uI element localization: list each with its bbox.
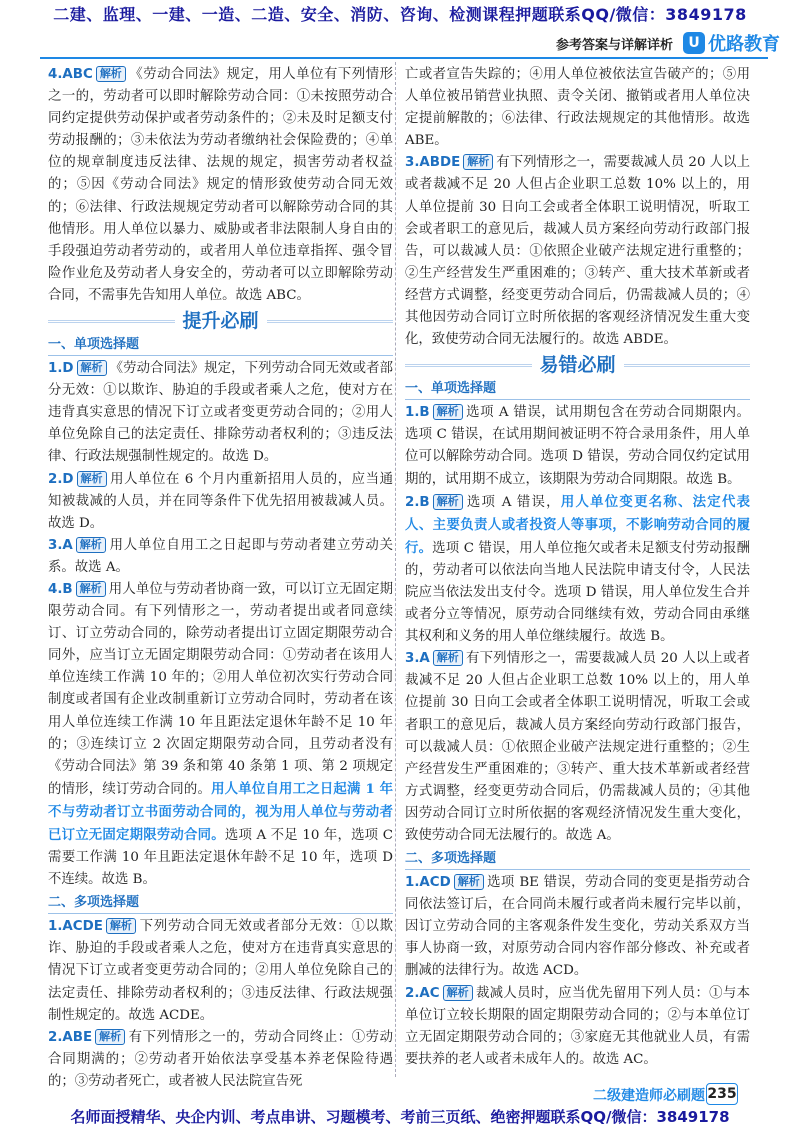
answer-text: 《劳动合同法》规定，用人单位有下列情形之一的，劳动者可以即时解除劳动合同：①未按照劳动合同约定提供劳动保护或者劳动条件的；②未及时足额支付劳动报酬的；③未依法为劳动者缴纳社会保险费的；④单位的规章制度违反法律、法规的规定，损害劳动者权益的；⑤因《劳动合同法》规定的情形致使劳动合同无效的；⑥法律、行政法规规定劳动者可以解除劳动合同的其他情形。用人单位以暴力、威胁或者非法限制人身自由的手段强迫劳动者劳动的，或者用人单位违章指挥、强令冒险作业危及劳动者人身安全的，劳动者可以立即解除劳动合同，不需事先告知用人单位。故选 ABC。 bbox=[48, 67, 393, 303]
analysis-badge: 解析 bbox=[433, 650, 463, 666]
analysis-badge: 解析 bbox=[96, 66, 126, 82]
answer-number: 3.A bbox=[48, 537, 73, 553]
banner-line bbox=[405, 364, 532, 367]
bottom-banner: 名师面授精华、央企内训、考点串讲、习题模考、考前三页纸、绝密押题联系QQ/微信：3849178 bbox=[70, 1108, 730, 1126]
analysis-badge: 解析 bbox=[106, 918, 136, 934]
brand-name: 优路教育 bbox=[708, 34, 780, 55]
answer-number: 2.AC bbox=[405, 985, 440, 1001]
section-banner bbox=[48, 309, 393, 333]
highlighted-text: 用人单位自用工之日起满 1 年不与劳动者订立书面劳动合同的，视为用人单位与劳动者已订立无固定期限劳动合同。 bbox=[48, 780, 394, 843]
answer-item bbox=[405, 983, 750, 1071]
banner-line bbox=[624, 364, 751, 367]
analysis-badge: 解析 bbox=[443, 985, 473, 1001]
answer-item bbox=[48, 469, 393, 535]
answer-text: 选项 A 错误，试用期包含在劳动合同期限内。选项 C 错误，在试用期间被证明不符合录用条件，用人单位可以解除劳动合同。选项 D 错误，劳动合同仅约定试用期的，试用期不成立，该期限为劳动合同期限。故选 B。 bbox=[405, 405, 750, 487]
answer-number: 1.ACD bbox=[405, 875, 451, 891]
answer-number: 4.B bbox=[48, 581, 73, 597]
analysis-badge: 解析 bbox=[463, 154, 493, 170]
answer-item bbox=[405, 152, 750, 351]
analysis-badge: 解析 bbox=[454, 874, 484, 890]
answer-text: 选项 C 错误，用人单位拖欠或者未足额支付劳动报酬的，劳动者可以依法向当地人民法院申请支付令，人民法院应当依法发出支付令。选项 D 错误，用人单位发生合并或者分立等情况，原劳动合同继续有效，劳动合同由承继其权利和义务的用人单位继续履行。故选 B。 bbox=[405, 540, 750, 645]
book-title: 二级建造师必刷题 bbox=[593, 1088, 705, 1104]
brand-icon: U bbox=[683, 32, 705, 54]
answer-text: 有下列情形之一，需要裁减人员 20 人以上或者裁减不足 20 人但占企业职工总数 10% 以上的，用人单位提前 30 日向工会或者全体职工说明情况，听取工会或者职工的意见后，裁减人员方案经向劳动行政部门报告，可以裁减人员：①依照企业破产法规定进行重整的；②生产经营发生严重困难的；③转产、重大技术革新或者经营方式调整，经变更劳动合同后，仍需裁减人员的；④其他因劳动合同订立时所依据的客观经济情况发生重大变化，致使劳动合同无法履行的。故选 A。 bbox=[405, 651, 750, 843]
subsection-title: 二、多项选择题 bbox=[48, 893, 393, 914]
answer-item bbox=[48, 579, 393, 891]
answer-text: 下列劳动合同无效或者部分无效：①以欺诈、胁迫的手段或者乘人之危，使对方在违背真实意思的情况下订立或者变更劳动合同的；②用人单位免除自己的法定责任、排除劳动者权利的；③违反法律、行政法规强制性规定的。故选 ACDE。 bbox=[48, 919, 393, 1023]
answer-number: 4.ABC bbox=[48, 67, 93, 82]
answer-text: 有下列情形之一的，劳动合同终止：①劳动合同期满的；②劳动者开始依法享受基本养老保险待遇的；③劳动者死亡，或者被人民法院宣告死 bbox=[48, 1029, 393, 1089]
answer-text: 用人单位自用工之日起即与劳动者建立劳动关系。故选 A。 bbox=[48, 537, 393, 575]
answer-number: 1.B bbox=[405, 405, 430, 421]
page-subheader bbox=[556, 30, 780, 56]
answer-text: 用人单位与劳动者协商一致，可以订立无固定期限劳动合同。有下列情形之一，劳动者提出或者同意续订、订立劳动合同的，除劳动者提出订立固定期限劳动合同外，应当订立无固定期限劳动合同：①劳动者在该用人单位连续工作满 10 年的；②用人单位初次实行劳动合同制度或者国有企业改制重新订立劳动合同时，劳动者在该用人单位连续工作满 10 年且距法定退休年龄不足 10 年的；③连续订立 2 次固定期限劳动合同，且劳动者没有《劳动合同法》第 39 条和第 40 条第 1 项、第 2 项规定的情形，续订劳动合同的。 bbox=[48, 581, 393, 797]
answer-text: 《劳动合同法》规定，下列劳动合同无效或者部分无效：①以欺诈、胁迫的手段或者乘人之危，使对方在违背真实意思的情况下订立或者变更劳动合同的；②用人单位免除自己的法定责任、排除劳动者权利的；③违反法律、行政法规强制性规定的。故选 D。 bbox=[48, 361, 393, 465]
column-divider bbox=[395, 62, 396, 1077]
answer-item bbox=[405, 491, 750, 649]
analysis-badge: 解析 bbox=[95, 1029, 125, 1045]
banner-line bbox=[267, 320, 394, 323]
banner-line bbox=[48, 320, 175, 323]
left-column bbox=[48, 64, 393, 1093]
analysis-badge: 解析 bbox=[433, 494, 463, 510]
answer-text: 选项 A 错误， bbox=[465, 494, 561, 510]
top-banner: 二建、监理、一建、一造、二造、安全、消防、咨询、检测课程押题联系QQ/微信：3849178 bbox=[53, 5, 747, 24]
answer-continuation: 亡或者宣告失踪的；④用人单位被依法宣告破产的；⑤用人单位被吊销营业执照、责令关闭、撤销或者用人单位决定提前解散的；⑥法律、行政法规规定的其他情形。故选 ABE。 bbox=[405, 67, 750, 149]
answer-number: 2.D bbox=[48, 471, 74, 487]
answer-number: 3.A bbox=[405, 651, 430, 667]
answer-item bbox=[48, 916, 393, 1026]
answer-number: 1.D bbox=[48, 361, 74, 377]
answer-item bbox=[48, 64, 393, 307]
answer-number: 1.ACDE bbox=[48, 919, 103, 935]
subsection-title: 一、单项选择题 bbox=[405, 379, 750, 400]
section-title: 提升必刷 bbox=[182, 309, 259, 332]
answer-number: 2.ABE bbox=[48, 1029, 93, 1045]
subsection-title: 二、多项选择题 bbox=[405, 849, 750, 870]
brand-logo bbox=[683, 30, 780, 56]
page-number: 235 bbox=[706, 1083, 738, 1105]
answer-item bbox=[48, 358, 393, 468]
answer-item bbox=[405, 402, 750, 490]
highlighted-text: 用人单位变更名称、法定代表人、主要负责人或者投资人等事项，不影响劳动合同的履行。 bbox=[405, 493, 750, 556]
section-banner bbox=[405, 353, 750, 377]
section-title: 易错必刷 bbox=[539, 354, 616, 377]
analysis-badge: 解析 bbox=[77, 471, 107, 487]
analysis-badge: 解析 bbox=[76, 581, 106, 597]
answer-text: 选项 BE 错误，劳动合同的变更是指劳动合同依法签订后，在合同尚未履行或者尚未履行完毕以前，因订立劳动合同的主客观条件发生变化，劳动关系双方当事人协商一致，对原劳动合同内容作部分修改、补充或者删减的法律行为。故选 ACD。 bbox=[405, 875, 750, 979]
answer-number: 2.B bbox=[405, 494, 430, 510]
analysis-badge: 解析 bbox=[433, 404, 463, 420]
subtitle: 参考答案与详解详析 bbox=[555, 37, 673, 53]
answer-item bbox=[48, 1027, 393, 1093]
answer-text: 裁减人员时，应当优先留用下列人员：①与本单位订立较长期限的固定期限劳动合同的；②与本单位订立无固定期限劳动合同的；③家庭无其他就业人员，有需要扶养的老人或者未成年人的。故选 AC。 bbox=[405, 985, 750, 1067]
answer-number: 3.ABDE bbox=[405, 155, 461, 171]
analysis-badge: 解析 bbox=[76, 537, 106, 553]
right-column bbox=[405, 64, 750, 1071]
header-rule bbox=[40, 57, 768, 59]
subsection-title: 一、单项选择题 bbox=[48, 335, 393, 356]
answer-text: 选项 A 不足 10 年，选项 C 需要工作满 10 年且距法定退休年龄不足 10 年，选项 D 不连续。故选 B。 bbox=[48, 828, 393, 888]
answer-item bbox=[405, 872, 750, 982]
answer-item bbox=[48, 535, 393, 579]
analysis-badge: 解析 bbox=[77, 360, 107, 376]
answer-text: 用人单位在 6 个月内重新招用人员的，应当通知被裁减的人员，并在同等条件下优先招用被裁减人员。故选 D。 bbox=[48, 471, 393, 531]
answer-item bbox=[405, 648, 750, 847]
answer-text: 有下列情形之一，需要裁减人员 20 人以上或者裁减不足 20 人但占企业职工总数 10% 以上的，用人单位提前 30 日向工会或者全体职工说明情况，听取工会或者职工的意见后，裁减人员方案经向劳动行政部门报告，可以裁减人员：①依照企业破产法规定进行重整的；②生产经营发生严重困难的；③转产、重大技术革新或者经营方式调整，经变更劳动合同后，仍需裁减人员的；④其他因劳动合同订立时所依据的客观经济情况发生重大变化，致使劳动合同无法履行的。故选 ABDE。 bbox=[405, 155, 750, 348]
